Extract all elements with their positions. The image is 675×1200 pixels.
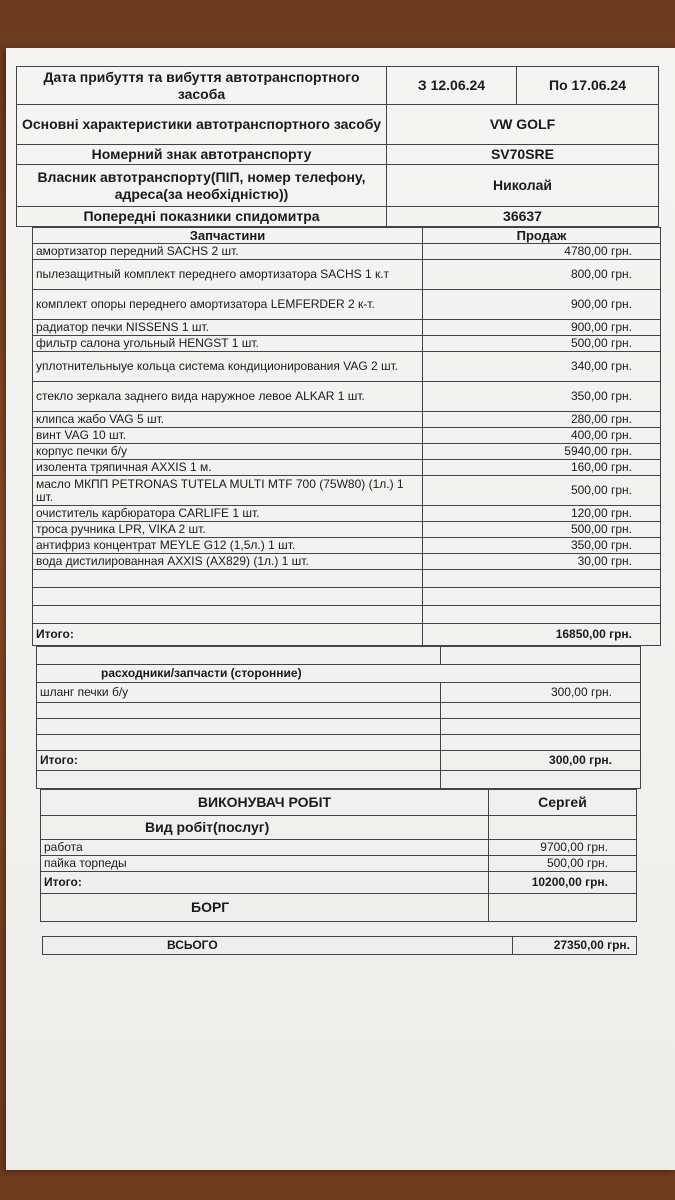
empty-cell — [37, 647, 441, 665]
part-price: 340,00 грн. — [423, 352, 661, 382]
part-name: антифриз концентрат MEYLE G12 (1,5л.) 1 шт. — [33, 538, 423, 554]
plate-label: Номерний знак автотранспорту — [17, 145, 387, 165]
parts-total-label: Итого: — [33, 624, 423, 646]
part-price: 30,00 грн. — [423, 554, 661, 570]
part-name: очиститель карбюратора CARLIFE 1 шт. — [33, 506, 423, 522]
car-model: VW GOLF — [387, 105, 659, 145]
work-price: 500,00 грн. — [489, 856, 637, 872]
third-party-item-price: 300,00 грн. — [441, 683, 641, 703]
parts-column-name: Запчастини — [33, 228, 423, 244]
parts-total-value: 16850,00 грн. — [423, 624, 661, 646]
part-price: 280,00 грн. — [423, 412, 661, 428]
part-name: стекло зеркала заднего вида наружное левое ALKAR 1 шт. — [33, 382, 423, 412]
empty-cell — [441, 735, 641, 751]
third-party-table — [36, 646, 641, 789]
part-name: пылезащитный комплект переднего амортизатора SACHS 1 к.т — [33, 260, 423, 290]
grand-total-table — [42, 936, 637, 955]
part-name: винт VAG 10 шт. — [33, 428, 423, 444]
vehicle-header-table — [16, 66, 659, 227]
works-total-label: Итого: — [41, 872, 489, 894]
empty-cell — [423, 606, 661, 624]
invoice-sheet — [16, 66, 658, 955]
empty-cell — [441, 647, 641, 665]
work-name: работа — [41, 840, 489, 856]
grand-total-value: 27350,00 грн. — [513, 937, 637, 955]
debt-label: БОРГ — [41, 894, 489, 922]
executor-label: ВИКОНУВАЧ РОБІТ — [41, 790, 489, 816]
part-name: масло МКПП PETRONAS TUTELA MULTI MTF 700 (75W80) (1л.) 1 шт. — [33, 476, 423, 506]
part-name: корпус печки б/у — [33, 444, 423, 460]
part-price: 4780,00 грн. — [423, 244, 661, 260]
part-name: радиатор печки NISSENS 1 шт. — [33, 320, 423, 336]
empty-cell — [441, 719, 641, 735]
part-price: 900,00 грн. — [423, 290, 661, 320]
part-price: 800,00 грн. — [423, 260, 661, 290]
dates-label: Дата прибуття та вибуття автотранспортного засоба — [17, 67, 387, 105]
parts-table — [32, 227, 661, 646]
debt-value — [489, 894, 637, 922]
third-party-total-value: 300,00 грн. — [441, 751, 641, 771]
part-name: троса ручника LPR, VIKA 2 шт. — [33, 522, 423, 538]
part-price: 500,00 грн. — [423, 522, 661, 538]
empty-cell — [423, 588, 661, 606]
odometer-label: Попередні показники спидомитра — [17, 207, 387, 227]
executor-value: Сергей — [489, 790, 637, 816]
empty-cell — [33, 588, 423, 606]
date-to: По 17.06.24 — [517, 67, 659, 105]
empty-cell — [37, 703, 441, 719]
part-price: 900,00 грн. — [423, 320, 661, 336]
specs-label: Основні характеристики автотранспортного засобу — [17, 105, 387, 145]
works-total-value: 10200,00 грн. — [489, 872, 637, 894]
empty-cell — [441, 771, 641, 789]
work-name: пайка торпеды — [41, 856, 489, 872]
plate-value: SV70SRE — [387, 145, 659, 165]
part-name: уплотнительныуе кольца система кондиционирования VAG 2 шт. — [33, 352, 423, 382]
part-name: изолента тряпичная AXXIS 1 м. — [33, 460, 423, 476]
grand-total-label: ВСЬОГО — [43, 937, 513, 955]
part-name: комплект опоры переднего амортизатора LEMFERDER 2 к-т. — [33, 290, 423, 320]
empty-cell — [489, 816, 637, 840]
odometer-value: 36637 — [387, 207, 659, 227]
empty-cell — [37, 719, 441, 735]
date-from: З 12.06.24 — [387, 67, 517, 105]
third-party-total-label: Итого: — [37, 751, 441, 771]
part-name: вода дистилированная AXXIS (AX829) (1л.) 1 шт. — [33, 554, 423, 570]
part-name: клипса жабо VAG 5 шт. — [33, 412, 423, 428]
works-title: Вид робіт(послуг) — [41, 816, 489, 840]
part-price: 500,00 грн. — [423, 336, 661, 352]
part-price: 350,00 грн. — [423, 382, 661, 412]
parts-column-price: Продаж — [423, 228, 661, 244]
work-price: 9700,00 грн. — [489, 840, 637, 856]
part-name: фильтр салона угольный HENGST 1 шт. — [33, 336, 423, 352]
empty-cell — [37, 735, 441, 751]
part-name: амортизатор передний SACHS 2 шт. — [33, 244, 423, 260]
works-table — [40, 789, 637, 922]
empty-cell — [423, 570, 661, 588]
part-price: 120,00 грн. — [423, 506, 661, 522]
part-price: 400,00 грн. — [423, 428, 661, 444]
part-price: 160,00 грн. — [423, 460, 661, 476]
part-price: 350,00 грн. — [423, 538, 661, 554]
part-price: 5940,00 грн. — [423, 444, 661, 460]
empty-cell — [441, 703, 641, 719]
owner-value: Николай — [387, 165, 659, 207]
empty-cell — [33, 570, 423, 588]
owner-label: Власник автотранспорту(ПІП, номер телефону, адреса(за необхідністю)) — [17, 165, 387, 207]
third-party-item-name: шланг печки б/у — [37, 683, 441, 703]
part-price: 500,00 грн. — [423, 476, 661, 506]
third-party-title: расходники/запчасти (сторонние) — [37, 665, 641, 683]
empty-cell — [37, 771, 441, 789]
empty-cell — [33, 606, 423, 624]
